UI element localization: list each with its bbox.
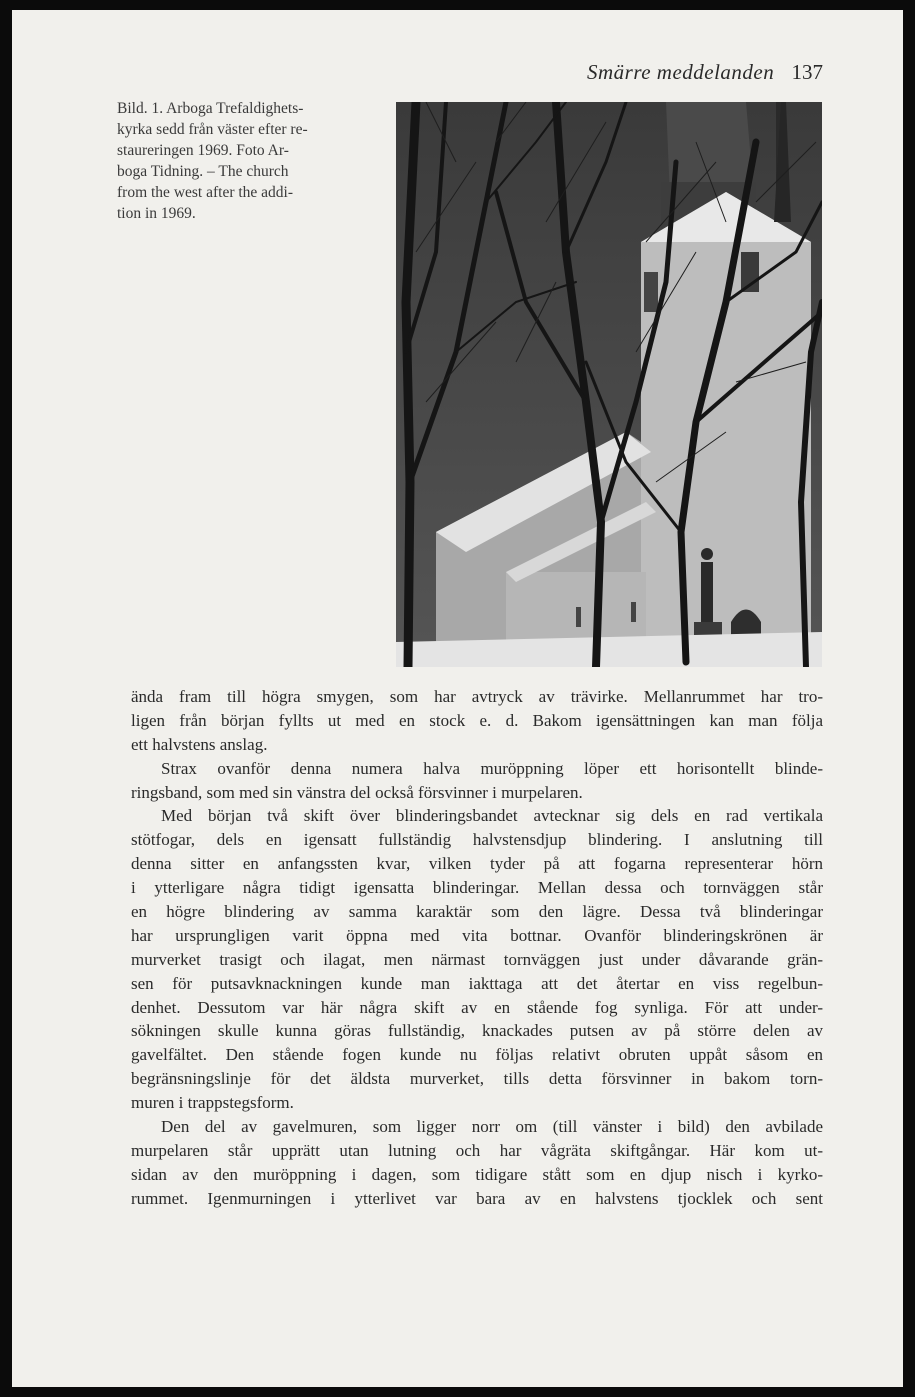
church-photograph <box>396 102 822 667</box>
text-line: ligen från början fyllts ut med en stock e. d. Bakom igensättningen kan man följa <box>131 710 823 730</box>
text-line: ända fram till högra smygen, som har avtryck av trävirke. Mellanrummet har tro- <box>131 687 823 706</box>
text-line: har ursprungligen varit öppna med vita bottnar. Ovanför blinderingskrönen är <box>131 925 823 945</box>
text-line: begränsningslinje för det äldsta murverket, tills detta försvinner in bakom torn- <box>131 1069 823 1089</box>
text-line: stötfogar, dels en igensatt fullständig halvstensdjup blindering. I anslutning till <box>131 830 823 850</box>
running-header <box>587 60 823 85</box>
text-line: denhet. Dessutom var här några skift av en stående fog synliga. För att under- <box>131 997 823 1017</box>
text-line: murpelaren står upprätt utan lutning och har vågräta skiftgångar. Här kom ut- <box>131 1140 823 1160</box>
text-line: sen för putsavknackningen kunde man iakttaga att det återtar en viss regelbun- <box>131 973 823 993</box>
text-line: Strax ovanför denna numera halva muröppning löper ett horisontellt blinde- <box>161 758 823 778</box>
caption-line: staureringen 1969. Foto Ar- <box>117 142 289 159</box>
text-line: rummet. Igenmurningen i ytterlivet var bara av en halvstens tjocklek och sent <box>131 1188 823 1208</box>
text-line: muren i trappstegsform. <box>131 1093 294 1113</box>
text-line: en högre blindering av samma karaktär som den lägre. Dessa två blinderingar <box>131 902 823 922</box>
text-line: Med början två skift över blinderingsbandet avtecknar sig dels en rad vertikala <box>161 806 823 826</box>
text-line: sökningen skulle kunna göras fullständig, knackades putsen av på större delen av <box>131 1021 823 1041</box>
book-page <box>12 10 903 1387</box>
caption-line: from the west after the addi- <box>117 184 294 201</box>
caption-line: tion in 1969. <box>117 205 196 222</box>
text-line: Den del av gavelmuren, som ligger norr om (till vänster i bild) den avbilade <box>161 1117 823 1137</box>
body-text <box>131 685 823 1211</box>
text-line: murverket trasigt och ilagat, men närmast tornväggen just under dåvarande grän- <box>131 949 823 969</box>
caption-line: Bild. 1. Arboga Trefaldighets- <box>117 100 304 117</box>
text-line: gavelfältet. Den stående fogen kunde nu följas relativt obruten uppåt såsom en <box>131 1045 823 1065</box>
figure-caption <box>117 98 372 224</box>
text-line: i ytterligare några tidigt igensatta blinderingar. Mellan dessa och tornväggen står <box>131 878 823 898</box>
caption-line: boga Tidning. – The church <box>117 163 289 180</box>
caption-line: kyrka sedd från väster efter re- <box>117 121 308 138</box>
page-number: 137 <box>791 60 823 84</box>
text-line: ringsband, som med sin vänstra del också försvinner i murpelaren. <box>131 782 583 802</box>
running-title: Smärre meddelanden <box>586 60 775 84</box>
text-line: sidan av den muröppning i dagen, som tidigare stått som en djup nisch i kyrko- <box>131 1164 823 1184</box>
text-line: denna sitter en anfangssten kvar, vilken tyder på att fogarna representerar hörn <box>131 854 823 874</box>
text-line: ett halvstens anslag. <box>131 734 268 754</box>
